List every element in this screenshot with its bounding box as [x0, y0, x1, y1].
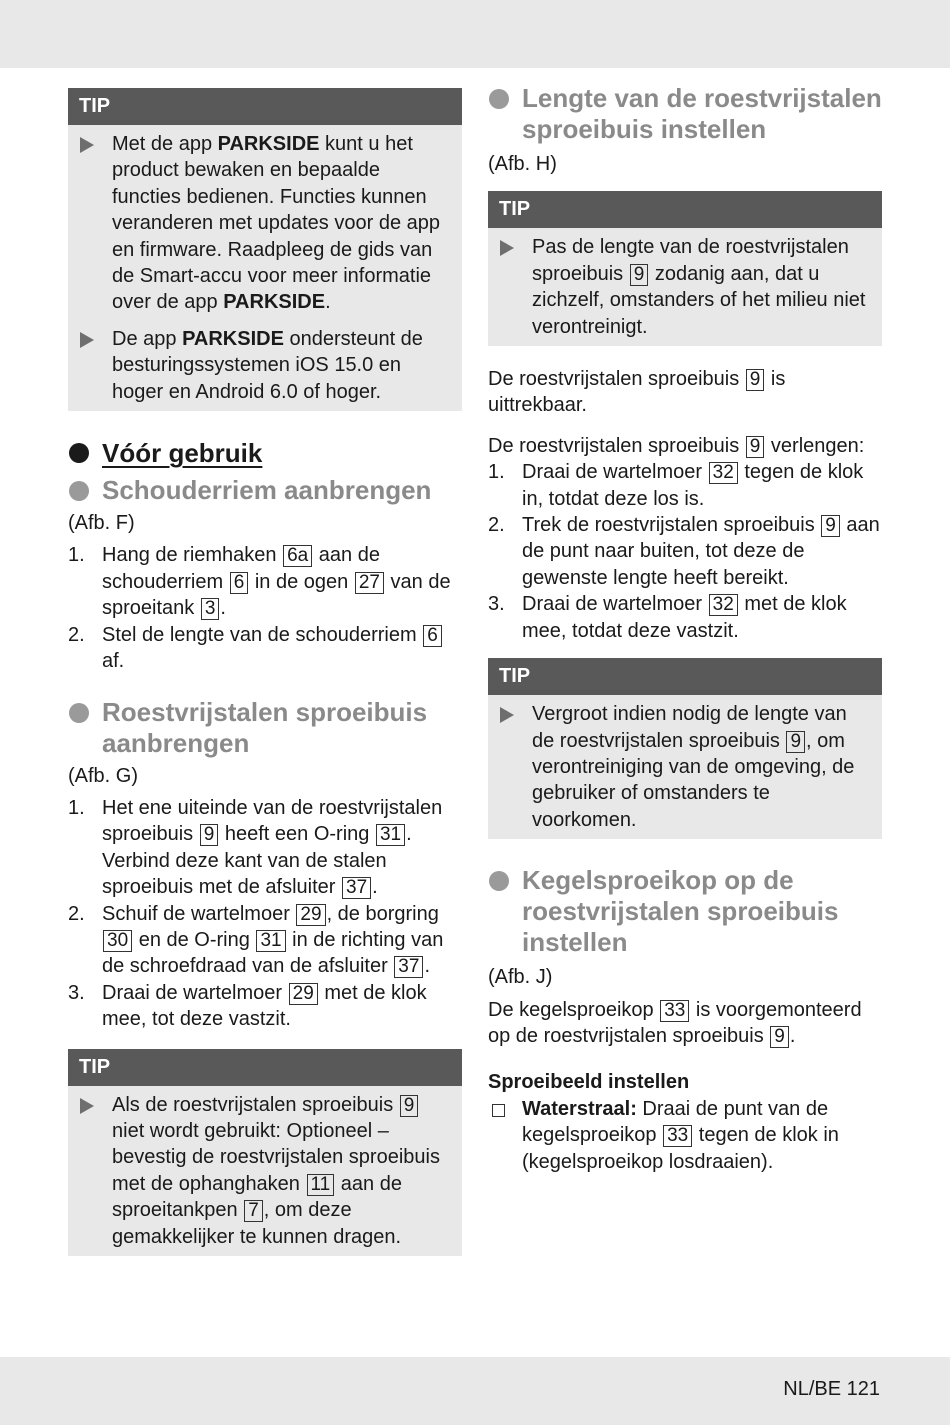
part-number-box: 31: [376, 824, 405, 846]
section-heading-main: Vóór gebruik: [68, 437, 462, 469]
arrow-bullet-icon: [80, 1098, 94, 1114]
tip-item: Vergroot indien nodig de lengte van de roestvrijstalen sproeibuis 9 , om verontreiniging van de omgeving, de gebruiker of omstanders te voorkomen.: [499, 701, 872, 833]
step-text: Draai de wartelmoer 32 tegen de klok in, totdat deze los is.: [522, 461, 864, 510]
step-text: Trek de roestvrijstalen sproeibuis 9 aan de punt naar buiten, tot deze de gewenste lengte heeft bereikt.: [522, 514, 880, 589]
tip-label: TIP: [488, 191, 882, 228]
page-number: NL/BE 121: [783, 1378, 880, 1400]
step-number: 1.: [68, 544, 85, 567]
part-number-box: 31: [256, 930, 285, 952]
step-number: 1.: [488, 461, 505, 484]
part-number-box: 33: [660, 1000, 689, 1022]
list-item: [488, 512, 882, 591]
step-number: 2.: [68, 902, 85, 925]
bullet-dot-icon: [69, 703, 89, 723]
list-item: [68, 542, 462, 621]
figure-ref: (Afb. G): [68, 764, 139, 787]
part-number-box: 37: [342, 877, 371, 899]
tip-item: De app PARKSIDE ondersteunt de besturingssystemen iOS 15.0 en hoger en Android 6.0 of hoger.: [79, 326, 452, 405]
arrow-bullet-icon: [80, 332, 94, 348]
part-number-box: 29: [289, 983, 318, 1005]
part-number-box: 32: [709, 594, 738, 616]
section-heading: Lengte van de roestvrijstalen sproeibuis instellen: [488, 83, 882, 145]
part-number-box: 7: [244, 1200, 263, 1222]
step-text: Stel de lengte van de schouderriem 6 af.: [102, 624, 443, 672]
part-number-box: 29: [296, 904, 325, 926]
steps-list: [68, 795, 462, 1033]
list-item: [68, 795, 462, 901]
part-number-box: 9: [746, 436, 765, 458]
tip-box-storage: [68, 1049, 462, 1256]
part-number-box: 9: [200, 824, 219, 846]
bullet-dot-icon: [489, 871, 509, 891]
left-column: [68, 88, 462, 1256]
section-heading: Roestvrijstalen sproeibuis aanbrengen: [68, 697, 462, 759]
tip-box-extend: [488, 658, 882, 839]
part-number-box: 30: [103, 930, 132, 952]
part-number-box: 33: [663, 1125, 692, 1147]
tip-box-app: [68, 88, 462, 411]
steps-list: [488, 459, 882, 644]
bullet-dot-icon: [69, 481, 89, 501]
part-number-box: 9: [400, 1095, 419, 1117]
steps-list: [68, 542, 462, 674]
step-text: Draai de wartelmoer 32 met de klok mee, totdat deze vastzit.: [522, 593, 847, 642]
step-text: Schuif de wartelmoer 29 , de borgring 30 en de O-ring 31 in de richting van de schroefdraad van de afsluiter 37 .: [102, 902, 444, 978]
part-number-box: 6a: [283, 545, 312, 567]
paragraph: De roestvrijstalen sproeibuis 9 verlengen:: [488, 434, 865, 457]
part-number-box: 9: [770, 1026, 789, 1048]
part-number-box: 9: [821, 515, 840, 537]
tip-label: TIP: [68, 88, 462, 125]
step-number: 2.: [488, 514, 505, 537]
tip-label: TIP: [68, 1049, 462, 1086]
part-number-box: 32: [709, 462, 738, 484]
figure-ref: (Afb. H): [488, 153, 557, 175]
section-heading: Kegelsproeikop op de roestvrijstalen sproeibuis instellen: [488, 865, 882, 958]
tip-label: TIP: [488, 658, 882, 695]
list-item: [488, 591, 882, 644]
part-number-box: 9: [746, 369, 765, 391]
list-item: [68, 980, 462, 1033]
list-item: [68, 622, 462, 675]
step-number: 1.: [68, 796, 85, 819]
part-number-box: 6: [230, 572, 249, 594]
part-number-box: 37: [394, 956, 423, 978]
tip-item: Als de roestvrijstalen sproeibuis 9 niet wordt gebruikt: Optioneel – bevestig de roestvrijstalen sproeibuis met de ophanghaken 11 aan de sproeitankpen 7 , om deze gemakkelijker te kunnen dragen.: [79, 1092, 452, 1250]
checkbox-bullet-icon: [492, 1104, 505, 1117]
step-number: 2.: [68, 623, 85, 646]
step-text: Draai de wartelmoer 29 met de klok mee, tot deze vastzit.: [102, 981, 427, 1031]
right-column: [488, 83, 882, 1175]
step-text: Het ene uiteinde van de roestvrijstalen sproeibuis 9 heeft een O-ring 31 . Verbind deze kant van de stalen sproeibuis met de afsluiter 37 .: [102, 796, 443, 899]
tip-item: Met de app PARKSIDE kunt u het product bewaken en bepaalde functies bedienen. Functies kunnen veranderen met updates voor de app en firmware. Raadpleeg de gids van de Smart-accu voor meer informatie over de app PARKSIDE.: [79, 131, 452, 316]
subheading: Sproeibeeld instellen: [488, 1071, 690, 1094]
tip-item: Pas de lengte van de roestvrijstalen sproeibuis 9 zodanig aan, dat u zichzelf, omstanders of het milieu niet verontreinigt.: [499, 234, 872, 340]
part-number-box: 11: [307, 1174, 335, 1196]
part-number-box: 9: [786, 731, 805, 753]
section-heading: Schouderriem aanbrengen: [68, 475, 462, 506]
header-band: [0, 0, 950, 68]
step-number: 3.: [68, 981, 85, 1004]
part-number-box: 27: [355, 572, 384, 594]
paragraph: De roestvrijstalen sproeibuis 9 is uittrekbaar.: [488, 368, 786, 417]
paragraph: De kegelsproeikop 33 is voorgemonteerd op de roestvrijstalen sproeibuis 9 .: [488, 998, 862, 1047]
bullet-dot-icon: [69, 443, 89, 463]
arrow-bullet-icon: [500, 240, 514, 256]
list-item: [68, 901, 462, 980]
part-number-box: 9: [630, 264, 649, 286]
step-number: 3.: [488, 593, 505, 616]
step-text: Hang de riemhaken 6a aan de schouderriem 6 in de ogen 27 van de sproeitank 3 .: [102, 544, 451, 620]
list-item: [488, 459, 882, 512]
arrow-bullet-icon: [500, 707, 514, 723]
figure-ref: (Afb. F): [68, 512, 135, 535]
list-item: Waterstraal: Draai de punt van de kegelsproeikop 33 tegen de klok in (kegelsproeikop losdraaien).: [488, 1096, 882, 1175]
part-number-box: 6: [423, 625, 442, 647]
bullet-dot-icon: [489, 89, 509, 109]
arrow-bullet-icon: [80, 137, 94, 153]
part-number-box: 3: [201, 598, 220, 620]
figure-ref: (Afb. J): [488, 966, 553, 989]
tip-box-length: [488, 191, 882, 346]
